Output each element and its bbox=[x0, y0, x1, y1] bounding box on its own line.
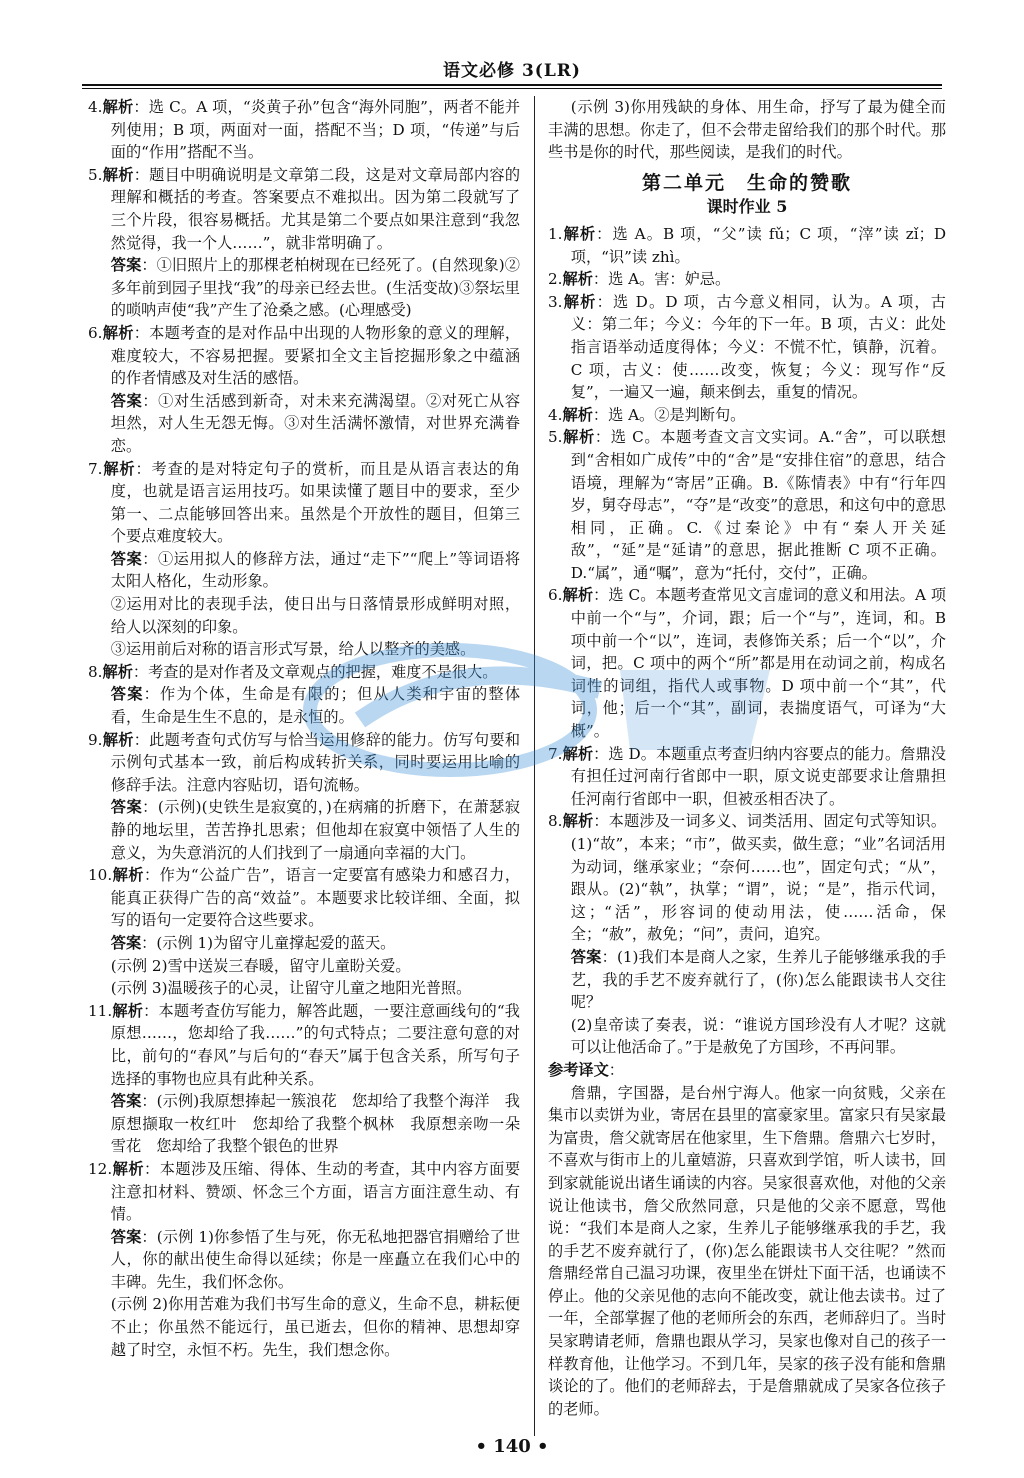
answer-text: (示例 2)你用苦难为我们书写生命的意义，生命不息，耕耘便不止；你虽然不能远行，虽已逝去，但你的精神、思想却穿越了时空，永恒不朽。先生，我们想念你。 bbox=[110, 1295, 520, 1359]
answer-line bbox=[88, 390, 520, 458]
answer-item bbox=[548, 291, 946, 404]
answer-line bbox=[88, 1090, 520, 1158]
item-number: 7. bbox=[88, 459, 103, 478]
item-text: ：考查的是对特定句子的赏析，而且是从语言表达的角度，也就是语言运用技巧。如果读懂了题目中的要求，至少第一、二点能够回答出来。虽然是个开放性的题目，但第三个要点难度较大。 bbox=[110, 459, 521, 546]
analysis-label: 解析 bbox=[562, 586, 594, 605]
answer-item bbox=[88, 864, 520, 932]
item-text: ：选 A。害：妒忌。 bbox=[592, 270, 731, 289]
analysis-label: 解析 bbox=[562, 428, 595, 447]
answer-text: ：(示例)(史铁生是寂寞的，)在病痛的折磨下，在萧瑟寂静的地坛里，苦苦挣扎思索；但他却在寂寞中领悟了人生的意义，为失意消沉的人们找到了一扇通向幸福的大门。 bbox=[110, 798, 520, 862]
answer-line bbox=[88, 796, 520, 864]
answer-item bbox=[548, 810, 946, 946]
item-number: 2. bbox=[548, 270, 563, 289]
item-number: 6. bbox=[88, 323, 103, 342]
answer-label: 答案 bbox=[110, 391, 143, 410]
item-number: 3. bbox=[548, 292, 563, 311]
answer-item bbox=[548, 268, 946, 291]
item-number: 10. bbox=[88, 866, 113, 885]
answer-line bbox=[88, 977, 520, 1000]
item-number: 1. bbox=[548, 224, 563, 243]
answer-line bbox=[88, 254, 520, 322]
answer-item bbox=[88, 164, 520, 254]
item-number: 8. bbox=[88, 662, 103, 681]
answer-line bbox=[88, 932, 520, 955]
answer-line bbox=[88, 955, 520, 978]
item-text: ：选 C。本题考查常见文言虚词的意义和用法。A 项中前一个“与”，介词，跟；后一个“与”，连词，和。B 项中前一个“以”，连词，表修饰关系；后一个“以”，介词，把。C 项中的两个“所”都是用在动词之前，构成名词性的词组，指代人或事物。D 项中前一个“其”，代词，他；后一个“其”，副词，表揣度语气，可译为“大概”。 bbox=[570, 586, 947, 741]
item-number: 6. bbox=[548, 586, 563, 605]
answer-text: ：(示例 1)你参悟了生与死，你无私地把器官捐赠给了世人，你的献出使生命得以延续；你是一座矗立在我们心中的丰碑。先生，我们怀念你。 bbox=[110, 1227, 521, 1291]
analysis-label: 解析 bbox=[562, 224, 597, 243]
answer-text: ：(1)我们本是商人之家，生养儿子能够继承我的手艺，我的手艺不废弃就行了，(你)怎么能跟读书人交往呢？ bbox=[570, 947, 947, 1012]
analysis-label: 解析 bbox=[112, 866, 144, 885]
item-text: ：选 C。A 项，“炎黄子孙”包含“海外同胞”，两者不能并列使用；B 项，两面对一面，搭配不当；D 项，“传递”与后面的“作用”搭配不当。 bbox=[110, 98, 521, 162]
item-text: ：本题考查仿写能力，解答此题，一要注意画线句的“我原想……，您却给了我……”的句式特点；二要注意句意的对比，前句的“春风”与后句的“春天”属于包含关系，所写句子选择的事物也应具有此种关系。 bbox=[110, 1001, 520, 1088]
answer-text: ②运用对比的表现手法，使日出与日落情景形成鲜明对照，给人以深刻的印象。 bbox=[110, 595, 520, 636]
item-text: ：作为“公益广告”，语言一定要富有感染力和感召力，能真正获得广告的高“效益”。本题要求比较详细、全面，拟写的语句一定要符合这些要求。 bbox=[110, 866, 521, 930]
analysis-label: 解析 bbox=[562, 812, 594, 831]
answer-label: 答案 bbox=[110, 256, 142, 275]
answer-text: ：作为个体，生命是有限的；但从人类和宇宙的整体看，生命是生生不息的，是永恒的。 bbox=[110, 685, 521, 727]
answer-item bbox=[88, 1000, 520, 1090]
paragraph: (示例 3)你用残缺的身体、用生命，抒写了最为健全而丰满的思想。你走了，但不会带走留给我们的那个时代。那些书是你的时代，那些阅读，是我们的时代。 bbox=[548, 98, 946, 162]
answer-item bbox=[548, 426, 946, 584]
item-number: 5. bbox=[548, 428, 563, 447]
analysis-label: 解析 bbox=[102, 730, 134, 749]
analysis-label: 解析 bbox=[102, 98, 134, 116]
header-rule-thin bbox=[82, 88, 942, 89]
unit-title: 第二单元 生命的赞歌 bbox=[641, 171, 852, 194]
answer-item bbox=[88, 1158, 520, 1226]
left-column bbox=[88, 96, 520, 1361]
answer-label: 答案 bbox=[110, 798, 143, 817]
analysis-label: 解析 bbox=[102, 165, 134, 184]
homework-title: 课时作业 5 bbox=[706, 197, 788, 217]
item-number: 4. bbox=[548, 405, 563, 424]
answer-label: 答案 bbox=[110, 1227, 142, 1246]
item-text: ：本题考查的是对作品中出现的人物形象的意义的理解，难度较大，不容易把握。要紧扣全文主旨挖掘形象之中蕴涵的作者情感及对生活的感悟。 bbox=[110, 323, 521, 388]
answer-item bbox=[88, 96, 520, 164]
answer-text: ③运用前后对称的语言形式写景，给人以整齐的美感。 bbox=[110, 640, 476, 659]
item-text: ：本题涉及压缩、得体、生动的考查，其中内容方面要注意扣材料、赞颂、怀念三个方面，语言方面注意生动、有情。 bbox=[110, 1159, 521, 1224]
item-text: ：本题涉及一词多义、词类活用、固定句式等知识。(1)“故”，本来；“市”，做买卖，做生意；“业”名词活用为动词，继承家业；“奈何……也”，固定句式；“从”，跟从。(2)“執”，执掌；“谓”，说；“是”，指示代词，这；“活”，形容词的使动用法，使……活命，保全；“赦”，赦免；“问”，责问，追究。 bbox=[570, 812, 947, 944]
analysis-label: 解析 bbox=[562, 292, 597, 311]
answer-line bbox=[88, 593, 520, 638]
item-number: 7. bbox=[548, 744, 563, 763]
answer-line bbox=[548, 946, 946, 1014]
column-divider bbox=[534, 96, 535, 1436]
item-number: 5. bbox=[88, 165, 103, 184]
answer-text: ：(示例)我原想捧起一簇浪花 您却给了我整个海洋 我原想撷取一枚红叶 您却给了我整个枫林 我原想亲吻一朵雪花 您却给了我整个银色的世界 bbox=[110, 1092, 520, 1156]
answer-item bbox=[88, 729, 520, 797]
answer-item bbox=[548, 223, 946, 268]
label-colon: ： bbox=[608, 1060, 624, 1079]
answer-line bbox=[548, 1014, 946, 1059]
item-number: 12. bbox=[88, 1159, 113, 1178]
answer-text: (2)皇帝读了奏表，说：“谁说方国珍没有人才呢？这就可以让他活命了。”于是赦免了方国珍，不再问罪。 bbox=[570, 1015, 946, 1057]
item-text: ：选 A。B 项，“父”读 fǔ；C 项，“滓”读 zǐ；D 项，“识”读 zhì。 bbox=[570, 224, 947, 266]
analysis-label: 解析 bbox=[562, 405, 593, 424]
answer-text: ：(示例 1)为留守儿童撑起爱的蓝天。 bbox=[141, 933, 396, 952]
answer-text: (示例 3)温暖孩子的心灵，让留守儿童之地阳光普照。 bbox=[110, 979, 472, 998]
analysis-label: 解析 bbox=[102, 662, 133, 681]
header-rule bbox=[82, 84, 942, 86]
answer-item bbox=[548, 584, 946, 742]
right-column bbox=[548, 96, 946, 1420]
item-number: 9. bbox=[88, 730, 103, 749]
answer-text: (示例 2)雪中送炭三春暖，留守儿童盼关爱。 bbox=[110, 956, 411, 975]
answer-item bbox=[88, 458, 520, 548]
item-text: ：选 C。本题考查文言文实词。A.“舍”，可以联想到“舍相如广成传”中的“舍”是“安排住宿”的意思，结合语境，理解为“寄居”正确。B.《陈情表》中有“行年四岁，舅夺母志”，“夺”是“改变”的意思，和这句中的意思相同，正确。C.《过秦论》中有“秦人开关延敌”，“延”是“延请”的意思，据此推断 C 项不正确。D.“属”，通“嘱”，意为“托付，交付”，正确。 bbox=[570, 428, 946, 582]
analysis-label: 解析 bbox=[112, 1159, 145, 1178]
analysis-label: 解析 bbox=[562, 270, 593, 289]
answer-line bbox=[88, 638, 520, 661]
item-number: 4. bbox=[88, 98, 103, 116]
page-header: 语文必修 3(LR) bbox=[443, 61, 581, 81]
analysis-label: 解析 bbox=[112, 1001, 144, 1020]
answer-text: ：①旧照片上的那棵老柏树现在已经死了。(自然现象)②多年前到园子里找“我”的母亲已经去世。(生活变故)③祭坛里的唢呐声使“我”产生了沧桑之感。(心理感受) bbox=[110, 256, 520, 320]
item-text: ：选 D。本题重点考查归纳内容要点的能力。詹鼎没有担任过河南行省郎中一职，原文说吏部要求让詹鼎担任河南行省郎中一职，但被丞相否决了。 bbox=[570, 744, 946, 808]
answer-item bbox=[88, 661, 520, 684]
answer-line bbox=[88, 548, 520, 593]
item-number: 8. bbox=[548, 812, 563, 831]
reference-translation-label bbox=[548, 1059, 946, 1082]
item-text: ：此题考查句式仿写与恰当运用修辞的能力。仿写句要和示例句式基本一致，前后构成转折关系，同时要运用比喻的修辞手法。注意内容贴切，语句流畅。 bbox=[110, 730, 521, 794]
item-text: ：选 A。②是判断句。 bbox=[592, 405, 746, 424]
answer-item bbox=[548, 404, 946, 427]
item-text: ：题目中明确说明是文章第二段，这是对文章局部内容的理解和概括的考查。答案要点不难拟出。因为第二段就写了三个片段，很容易概括。尤其是第二个要点如果注意到“我忽然觉得，我一个人……”，就非常明确了。 bbox=[110, 165, 521, 252]
analysis-label: 解析 bbox=[562, 744, 594, 763]
answer-label: 答案 bbox=[110, 685, 144, 704]
item-text: ：考查的是对作者及文章观点的把握，难度不是很大。 bbox=[132, 662, 498, 681]
answer-line bbox=[88, 683, 520, 728]
answer-item bbox=[548, 743, 946, 811]
page-number: • 140 • bbox=[475, 1436, 549, 1457]
item-text: ：选 D。D 项，古今意义相同，认为。A 项，古义：第二年；今义：今年的下一年。B 项，古义：此处指言语举动适度得体；今义：不慌不忙，镇静，沉着。C 项，古义：使……改变，恢复；今义：现写作“反复”，一遍又一遍，颠来倒去，重复的情况。 bbox=[570, 292, 946, 402]
answer-label: 答案 bbox=[110, 933, 142, 952]
analysis-label: 解析 bbox=[102, 459, 136, 478]
answer-text: ：①对生活感到新奇，对未来充满渴望。②对死亡从容坦然，对人生无怨无悔。③对生活满怀激情，对世界充满眷恋。 bbox=[110, 391, 521, 455]
analysis-label: 解析 bbox=[102, 323, 134, 342]
answer-item bbox=[88, 322, 520, 390]
answer-label: 答案 bbox=[570, 947, 602, 966]
answer-label: 答案 bbox=[110, 549, 143, 568]
item-number: 11. bbox=[88, 1001, 113, 1020]
answer-line bbox=[88, 1293, 520, 1361]
answer-line bbox=[88, 1226, 520, 1294]
paragraph: 詹鼎，字国器，是台州宁海人。他家一向贫贱，父亲在集市以卖饼为业，寄居在县里的富豪家里。富家只有吴家最为富贵，詹父就寄居在他家里，生下詹鼎。詹鼎六七岁时，不喜欢与街市上的儿童嬉游，只喜欢到学馆，听人读书，回到家就能说出诸生诵读的内容。吴家很喜欢他，对他的父亲说让他读书，詹父欣然同意，只是他的父亲不愿意，骂他说：“我们本是商人之家，生养儿子能够继承我的手艺，我的手艺不废弃就行了，(你)怎么能跟读书人交往呢？”然而詹鼎经常自己温习功课，夜里坐在饼灶下面干活，也诵读不停止。他的父亲见他的志向不能改变，就让他去读书。过了一年，全部掌握了他的老师所会的东西，老师辞归了。当时吴家聘请老师，詹鼎也跟从学习，吴家也像对自己的孩子一样教育他，让他学习。不到几年，吴家的孩子没有能和詹鼎谈论的了。他们的老师辞去，于是詹鼎就成了吴家各位孩子的老师。 bbox=[548, 1083, 946, 1418]
section-label: 参考译文 bbox=[548, 1060, 609, 1079]
answer-label: 答案 bbox=[110, 1092, 142, 1111]
answer-text: ：①运用拟人的修辞方法，通过“走下”“爬上”等词语将太阳人格化，生动形象。 bbox=[110, 549, 521, 591]
